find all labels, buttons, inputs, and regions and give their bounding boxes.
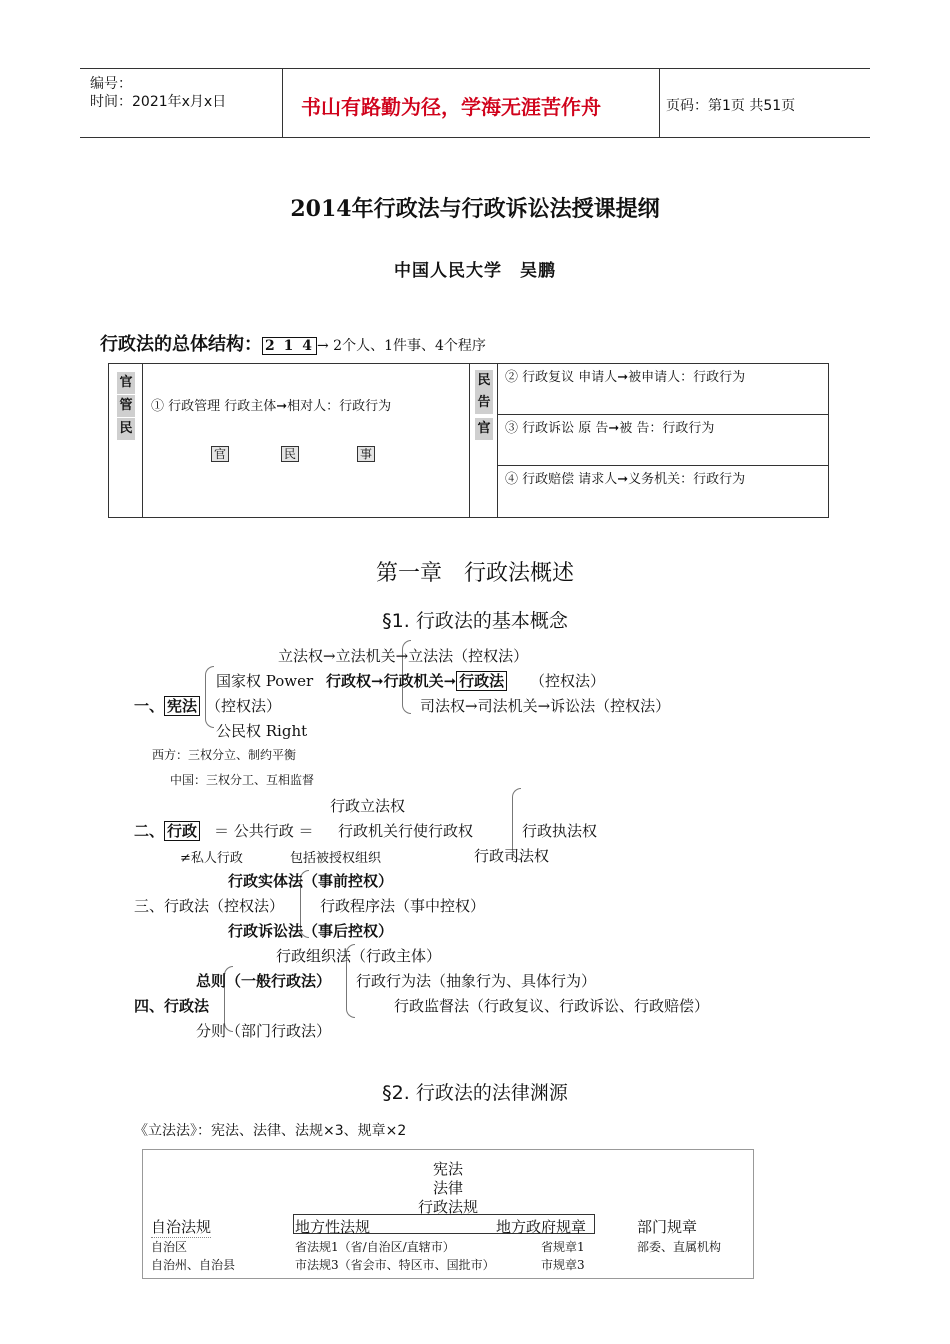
provincial-reg: 省法规1（省/自治区/直辖市） (295, 1240, 455, 1254)
citizen-right: 公民权 Right (216, 722, 308, 740)
management-item (151, 394, 463, 419)
section1-title: §1. 行政法的基本概念 (382, 610, 568, 632)
admin-legislative-power: 行政立法权 (330, 797, 406, 815)
autonomy-prefecture: 自治州、自治县 (151, 1258, 236, 1272)
source-constitution: 宪法 (432, 1160, 463, 1178)
admin-judicial-power: 行政司法权 (474, 847, 550, 865)
judicial-chain: 司法权→司法机关→诉讼法（控权法） (420, 697, 671, 715)
private-admin-note: ≠私人行政 (180, 851, 243, 866)
source-dept: 部门规章 (637, 1218, 698, 1236)
item-two-prefix: 二、 (134, 822, 165, 840)
management-text: ① 行政管理 行政主体➞相对人：行政行为 (151, 399, 392, 414)
left-char-2: 管 (117, 395, 135, 417)
litigation-law: 行政诉讼法（事后控权） (228, 922, 394, 940)
item-three-suffix: （控权法） (209, 897, 285, 915)
item-four: 四、行政法 (134, 997, 210, 1015)
structure-code: 2 1 4 (262, 337, 317, 355)
executive-chain (326, 670, 507, 691)
public-admin-eq: ＝ 公共行政 ＝ (214, 822, 314, 840)
dept-organs: 部委、直属机构 (637, 1240, 722, 1254)
left-char-1: 官 (117, 372, 135, 394)
box-matter: 事 (357, 446, 375, 462)
chapter-title: 第一章 行政法概述 (375, 561, 574, 586)
provincial-rule: 省规章1 (541, 1240, 585, 1254)
box-people: 民 (281, 446, 299, 462)
source-hierarchy-table (142, 1149, 754, 1279)
structure-table (108, 363, 829, 518)
item-three (134, 895, 284, 916)
exec-organ: 行政机关行使行政权 (338, 822, 474, 840)
authorized-org-note: 包括被授权组织 (290, 851, 382, 866)
item-one-prefix: 一、 (134, 697, 165, 715)
source-autonomy: 自治法规 (151, 1218, 212, 1236)
motto-cell (282, 69, 660, 137)
right-char-3: 官 (475, 418, 493, 440)
review-item: ② 行政复议 申请人➞被申请人：行政行为 (505, 370, 746, 385)
substantive-law: 行政实体法（事前控权） (228, 872, 394, 890)
page-info-cell (660, 69, 870, 137)
organization-law: 行政组织法（行政主体） (276, 947, 442, 965)
number-label: 编号： (90, 76, 132, 92)
city-reg: 市法规3（省会市、特区市、国批市） (295, 1258, 495, 1272)
supervision-law: 行政监督法（行政复议、行政诉讼、行政赔偿） (394, 997, 710, 1015)
left-char-3: 民 (117, 418, 135, 440)
right-char-2: 告 (475, 392, 493, 414)
source-law: 法律 (432, 1179, 463, 1197)
right-char-1: 民 (475, 370, 493, 392)
admin-enforcement-power: 行政执法权 (522, 822, 598, 840)
item-three-label: 三、行政法 (134, 897, 210, 915)
box-official: 官 (211, 446, 229, 462)
structure-desc: → 2个人、1件事、4个程序 (316, 338, 486, 354)
author-line: 中国人民大学 吴鹏 (394, 261, 556, 281)
admin-law-box: 行政法 (456, 671, 507, 691)
constitution-box: 宪法 (164, 696, 200, 716)
item-one (134, 695, 200, 716)
west-note: 西方：三权分立、制约平衡 (152, 748, 297, 762)
item-two (134, 820, 200, 841)
time-label: 时间：2021年x月x日 (90, 94, 227, 110)
page-info: 页码：第1页 共51页 (666, 98, 796, 114)
specific-part (196, 1020, 331, 1041)
source-local-gov: 地方政府规章 (496, 1218, 587, 1236)
compensation-item: ④ 行政赔偿 请求人➞义务机关：行政行为 (505, 472, 746, 487)
legislative-chain: 立法权→立法机关→立法法（控权法） (278, 647, 529, 665)
state-power: 国家权 Power (216, 672, 314, 690)
executive-chain-text: 行政权➞行政机关➞ (326, 672, 457, 690)
litigation-item: ③ 行政诉讼 原 告➞被 告：行政行为 (505, 421, 715, 436)
general-part: 总则（一般行政法） (196, 972, 332, 990)
header-meta (80, 69, 282, 137)
admin-law-suffix: （控权法） (530, 672, 606, 690)
page-header (80, 68, 870, 138)
specific-part-label: 分则 (196, 1022, 227, 1040)
document-title: 2014年行政法与行政诉讼法授课提纲 (290, 196, 660, 222)
behavior-law: 行政行为法（抽象行为、具体行为） (356, 972, 597, 990)
constitution-suffix: （控权法） (206, 697, 282, 715)
procedural-law: 行政程序法（事中控权） (320, 897, 486, 915)
structure-label: 行政法的总体结构： (100, 334, 262, 355)
specific-part-suffix: （部门行政法） (226, 1022, 332, 1040)
legislation-law-intro: 《立法法》：宪法、法律、法规×3、规章×2 (134, 1123, 407, 1139)
autonomy-region: 自治区 (151, 1240, 188, 1254)
structure-heading (100, 330, 486, 356)
section2-title: §2. 行政法的法律渊源 (382, 1082, 568, 1104)
city-rule: 市规章3 (541, 1258, 585, 1272)
admin-box: 行政 (164, 821, 200, 841)
source-admin-reg: 行政法规 (417, 1198, 478, 1216)
motto: 书山有路勤为径，学海无涯苦作舟 (301, 95, 601, 119)
china-note: 中国：三权分工、互相监督 (170, 773, 315, 787)
source-local-reg: 地方性法规 (295, 1218, 371, 1236)
